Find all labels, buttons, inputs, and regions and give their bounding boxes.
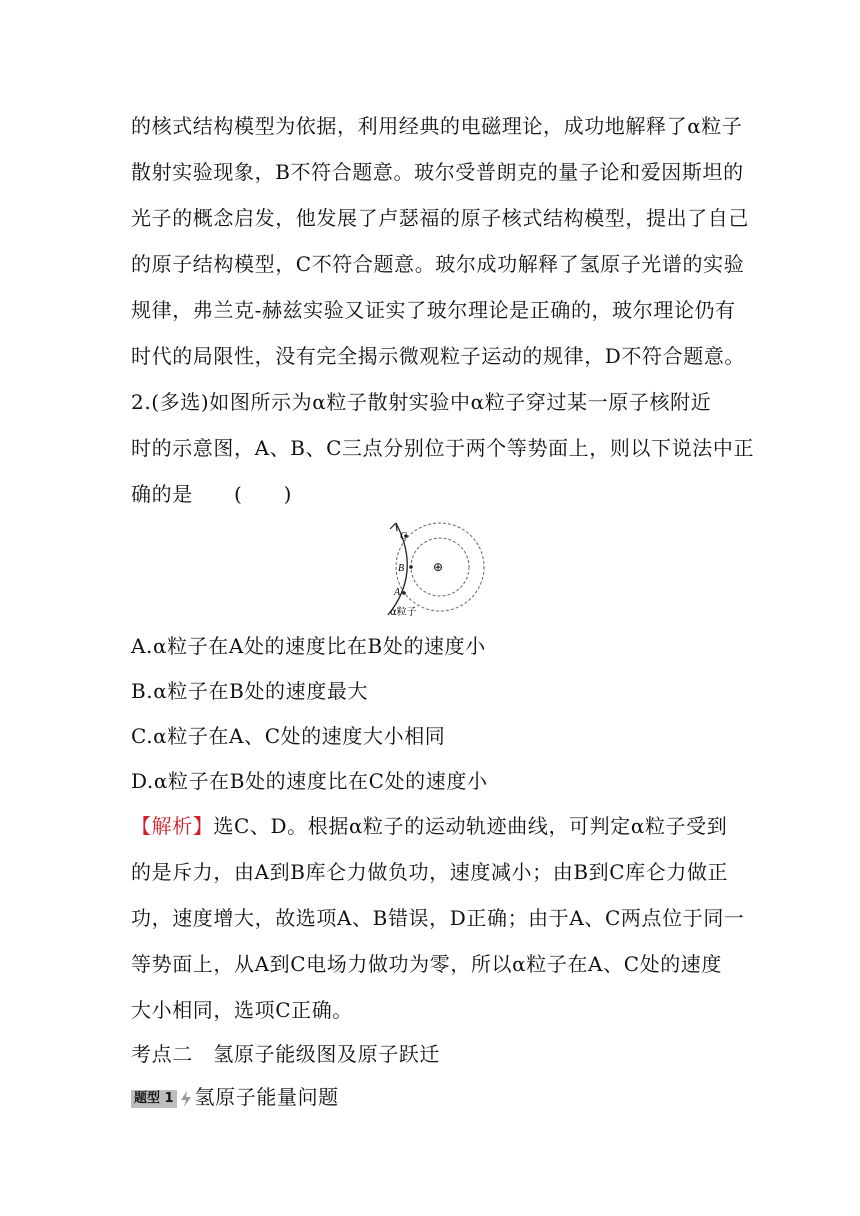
nucleus-icon: ⊕ — [433, 560, 444, 574]
analysis-line: 的是斥力，由A到B库仑力做负功，速度减小；由B到C库仑力做正 — [131, 860, 729, 884]
question-stem-line: 时的示意图，A、B、C三点分别位于两个等势面上，则以下说法中正 — [131, 436, 755, 460]
label-c: C — [400, 531, 407, 542]
paragraph-line: 规律，弗兰克-赫兹实验又证实了玻尔理论是正确的，玻尔理论仍有 — [131, 298, 736, 322]
analysis-line: 等势面上，从A到C电场力做功为零，所以α粒子在A、C处的速度 — [131, 952, 722, 976]
analysis-first-text: 选C、D。根据α粒子的运动轨迹曲线，可判定α粒子受到 — [213, 814, 728, 838]
point-a — [402, 591, 406, 595]
option-a: A.α粒子在A处的速度比在B处的速度小 — [131, 634, 486, 658]
label-a: A — [394, 587, 401, 598]
question-type-tag: 题型 1 — [131, 1090, 177, 1108]
option-b: B.α粒子在B处的速度最大 — [131, 679, 369, 703]
option-d: D.α粒子在B处的速度比在C处的速度小 — [131, 769, 488, 793]
subsection-title: 氢原子能量问题 — [194, 1085, 339, 1109]
analysis-line: 大小相同，选项C正确。 — [131, 998, 353, 1022]
question-stem-line: 2.(多选)如图所示为α粒子散射实验中α粒子穿过某一原子核附近 — [131, 390, 712, 414]
label-b: B — [398, 563, 405, 574]
lightning-icon — [179, 1090, 193, 1108]
question-stem-line: 确的是 ( ) — [131, 482, 293, 506]
analysis-key-label: 【解析】 — [131, 814, 214, 838]
subsection-heading — [131, 1083, 731, 1111]
paragraph-line: 散射实验现象，B不符合题意。玻尔受普朗克的量子论和爱因斯坦的 — [131, 160, 744, 184]
alpha-scattering-figure — [376, 515, 488, 619]
point-b — [409, 565, 413, 569]
paragraph-line: 的核式结构模型为依据，利用经典的电磁理论，成功地解释了α粒子 — [131, 114, 743, 138]
analysis-first-line — [131, 812, 731, 840]
alpha-particle-label: α粒子 — [390, 607, 417, 618]
analysis-line: 功，速度增大，故选项A、B错误，D正确；由于A、C两点位于同一 — [131, 906, 745, 930]
paragraph-line: 时代的局限性，没有完全揭示微观粒子运动的规律，D不符合题意。 — [131, 344, 746, 368]
option-c: C.α粒子在A、C处的速度大小相同 — [131, 724, 446, 748]
paragraph-line: 光子的概念启发，他发展了卢瑟福的原子核式结构模型，提出了自己 — [131, 206, 749, 230]
section-title: 考点二 氢原子能级图及原子跃迁 — [131, 1042, 440, 1066]
trajectory-arrow — [390, 523, 397, 531]
paragraph-line: 的原子结构模型，C不符合题意。玻尔成功解释了氢原子光谱的实验 — [131, 252, 745, 276]
